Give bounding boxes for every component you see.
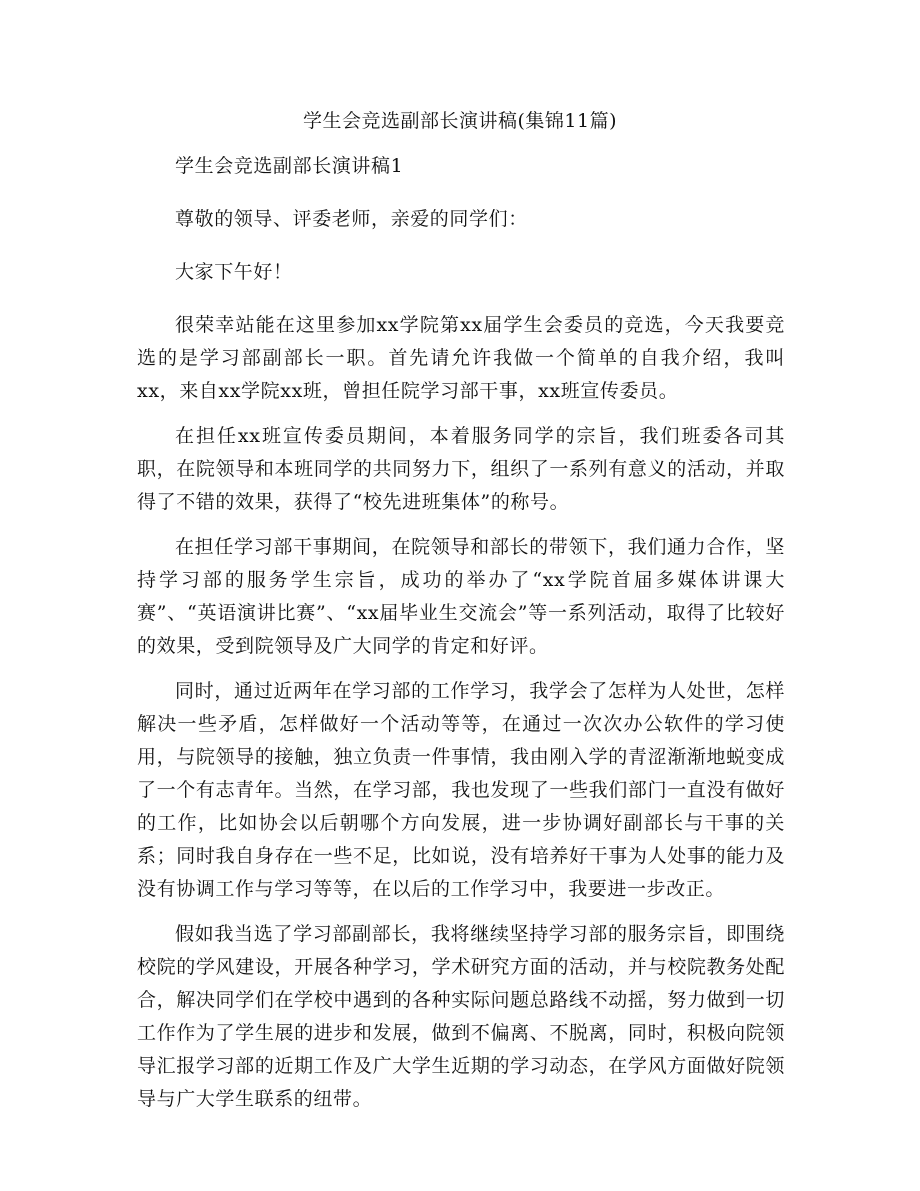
paragraph-study-department: 在担任学习部干事期间，在院领导和部长的带领下，我们通力合作，坚持学习部的服务学生宗旨，成功的举办了“xx学院首届多媒体讲课大赛”、“英语演讲比赛”、“xx届毕业生交流会”等一系列活动，取得了比较好的效果，受到院领导及广大同学的肯定和好评。 [137,536,785,657]
paragraph-introduction: 很荣幸站能在这里参加xx学院第xx届学生会委员的竞选，今天我要竞选的是学习部副部长一职。首先请允许我做一个简单的自我介绍，我叫xx，来自xx学院xx班，曾担任院学习部干事，xx班宣传委员。 [137,314,785,402]
document-body [137,150,785,1128]
greeting: 大家下午好！ [175,261,293,283]
section-heading: 学生会竞选副部长演讲稿1 [175,155,404,177]
paragraph-growth: 同时，通过近两年在学习部的工作学习，我学会了怎样为人处世，怎样解决一些矛盾，怎样做好一个活动等等，在通过一次次办公软件的学习使用，与院领导的接触，独立负责一件事情，我由刚入学的青涩渐渐地蜕变成了一个有志青年。当然，在学习部，我也发现了一些我们部门一直没有做好的工作，比如协会以后朝哪个方向发展，进一步协调好副部长与干事的关系；同时我自身存在一些不足，比如说，没有培养好干事为人处事的能力及没有协调工作与学习等等，在以后的工作学习中，我要进一步改正。 [137,680,785,900]
document-title: 学生会竞选副部长演讲稿(集锦11篇) [302,110,617,132]
paragraph-class-committee: 在担任xx班宣传委员期间，本着服务同学的宗旨，我们班委各司其职，在院领导和本班同学的共同努力下，组织了一系列有意义的活动，并取得了不错的效果，获得了“校先进班集体”的称号。 [137,425,785,513]
paragraph-plan: 假如我当选了学习部副部长，我将继续坚持学习部的服务宗旨，即围绕校院的学风建设，开展各种学习，学术研究方面的活动，并与校院教务处配合，解决同学们在学校中遇到的各种实际问题总路线不动摇，努力做到一切工作作为了学生展的进步和发展，做到不偏离、不脱离，同时，积极向院领导汇报学习部的近期工作及广大学生近期的学习动态，在学风方面做好院领导与广大学生联系的纽带。 [137,923,785,1110]
salutation: 尊敬的领导、评委老师，亲爱的同学们： [175,208,528,230]
